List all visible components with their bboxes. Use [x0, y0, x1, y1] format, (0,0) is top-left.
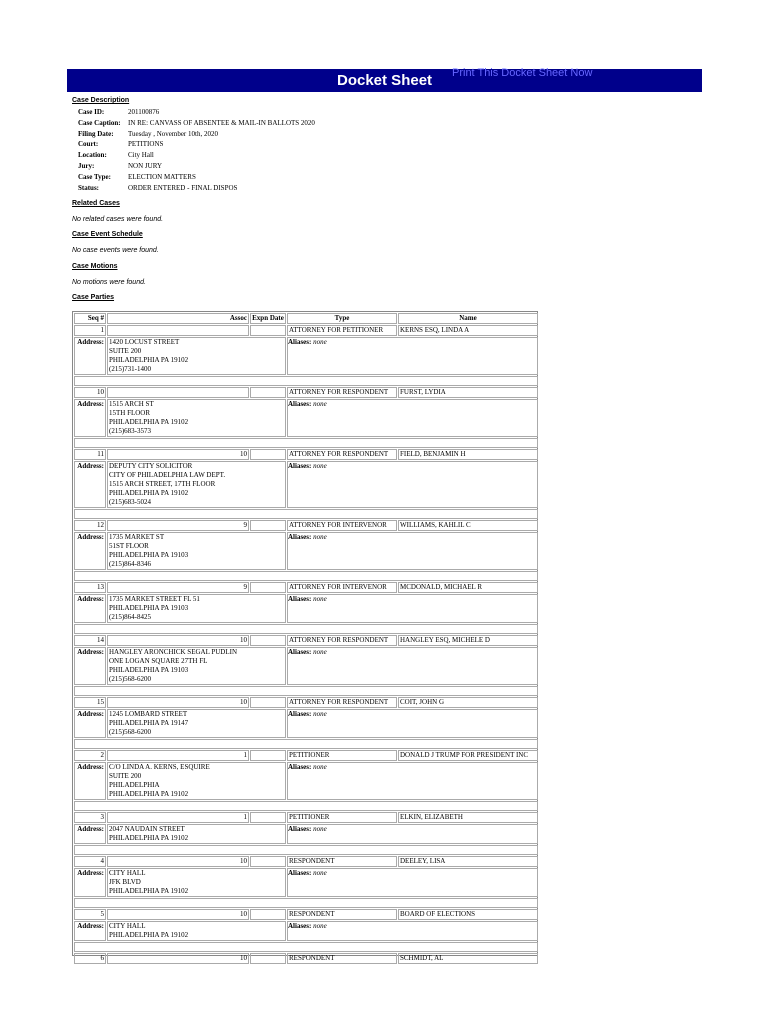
address-line: C/O LINDA A. KERNS, ESQUIRE [109, 763, 210, 771]
case-field [78, 161, 315, 172]
case-field-label: Jury: [78, 161, 95, 170]
address-line: PHILADELPHIA PA 19103 [109, 604, 189, 612]
party-seq: 12 [74, 520, 106, 531]
table-row [74, 635, 538, 646]
party-assoc: 10 [107, 909, 249, 920]
table-row [74, 953, 538, 964]
spacer-cell [74, 376, 538, 386]
party-address [107, 762, 286, 800]
aliases-value: none [313, 533, 327, 541]
party-expn [250, 635, 286, 646]
table-row [74, 856, 538, 867]
row-spacer [74, 686, 538, 696]
party-expn [250, 909, 286, 920]
case-field [78, 118, 315, 129]
case-field-label: Filing Date: [78, 129, 114, 138]
party-name: WILLIAMS, KAHLIL C [398, 520, 538, 531]
case-field [78, 129, 315, 140]
party-address-row [74, 461, 538, 508]
party-name: DONALD J TRUMP FOR PRESIDENT INC [398, 750, 538, 761]
party-address-row [74, 762, 538, 800]
case-field [78, 150, 315, 161]
page-title: Docket Sheet [337, 72, 433, 89]
row-spacer [74, 845, 538, 855]
party-name: BOARD OF ELECTIONS [398, 909, 538, 920]
party-name: DEELEY, LISA [398, 856, 538, 867]
party-aliases [287, 921, 538, 941]
case-motions-note: No motions were found. [72, 279, 146, 286]
party-aliases [287, 399, 538, 437]
party-address-row [74, 337, 538, 375]
aliases-label: Aliases: [288, 338, 314, 346]
aliases-label: Aliases: [288, 595, 314, 603]
party-expn [250, 449, 286, 460]
party-address [107, 824, 286, 844]
party-assoc: 10 [107, 953, 249, 964]
address-line: 15TH FLOOR [109, 409, 151, 417]
spacer-cell [74, 438, 538, 448]
table-row [74, 387, 538, 398]
case-parties-table [72, 311, 538, 962]
aliases-value: none [313, 595, 327, 603]
spacer-cell [74, 509, 538, 519]
address-line: (215)683-5024 [109, 498, 151, 506]
party-name: ELKIN, ELIZABETH [398, 812, 538, 823]
party-address [107, 461, 286, 508]
address-label: Address: [74, 461, 106, 508]
party-seq: 3 [74, 812, 106, 823]
aliases-value: none [313, 400, 327, 408]
aliases-label: Aliases: [288, 648, 314, 656]
address-line: 1735 MARKET STREET FL 51 [109, 595, 200, 603]
party-address-row [74, 647, 538, 685]
party-aliases [287, 709, 538, 738]
table-header [74, 313, 538, 324]
party-address [107, 647, 286, 685]
aliases-label: Aliases: [288, 710, 314, 718]
aliases-label: Aliases: [288, 400, 314, 408]
aliases-label: Aliases: [288, 825, 314, 833]
party-seq: 4 [74, 856, 106, 867]
related-cases-note: No related cases were found. [72, 216, 164, 223]
party-address [107, 532, 286, 570]
party-seq: 11 [74, 449, 106, 460]
row-spacer [74, 376, 538, 386]
party-aliases [287, 824, 538, 844]
party-name: HANGLEY ESQ, MICHELE D [398, 635, 538, 646]
party-type: ATTORNEY FOR RESPONDENT [287, 449, 397, 460]
party-type: PETITIONER [287, 812, 397, 823]
aliases-value: none [313, 763, 327, 771]
address-line: (215)568-6200 [109, 675, 151, 683]
case-parties-heading: Case Parties [72, 294, 115, 301]
row-spacer [74, 942, 538, 952]
case-field-value: ORDER ENTERED - FINAL DISPOS [128, 183, 238, 192]
address-label: Address: [74, 868, 106, 897]
party-name: COIT, JOHN G [398, 697, 538, 708]
party-type: ATTORNEY FOR INTERVENOR [287, 582, 397, 593]
address-line: PHILADELPHIA PA 19102 [109, 887, 189, 895]
party-assoc [107, 387, 249, 398]
aliases-value: none [313, 462, 327, 470]
table-row [74, 449, 538, 460]
address-line: (215)568-6200 [109, 728, 151, 736]
case-field [78, 183, 315, 194]
address-label: Address: [74, 532, 106, 570]
address-line: (215)731-1400 [109, 365, 151, 373]
table-row [74, 750, 538, 761]
address-line: PHILADELPHIA PA 19102 [109, 418, 189, 426]
party-expn [250, 856, 286, 867]
spacer-cell [74, 898, 538, 908]
party-address [107, 594, 286, 623]
party-seq: 5 [74, 909, 106, 920]
case-field [78, 172, 315, 183]
spacer-cell [74, 942, 538, 952]
case-field-value: NON JURY [128, 161, 163, 170]
party-address-row [74, 868, 538, 897]
party-address-row [74, 709, 538, 738]
spacer-cell [74, 624, 538, 634]
row-spacer [74, 438, 538, 448]
party-address-row [74, 921, 538, 941]
case-field [78, 107, 315, 118]
aliases-label: Aliases: [288, 462, 314, 470]
address-label: Address: [74, 594, 106, 623]
party-name: FURST, LYDIA [398, 387, 538, 398]
row-spacer [74, 801, 538, 811]
address-line: 1245 LOMBARD STREET [109, 710, 188, 718]
party-name: FIELD, BENJAMIN H [398, 449, 538, 460]
case-field-label: Case Type: [78, 172, 111, 181]
party-type: PETITIONER [287, 750, 397, 761]
case-field-label: Case ID: [78, 108, 105, 116]
party-expn [250, 582, 286, 593]
aliases-label: Aliases: [288, 869, 314, 877]
party-type: ATTORNEY FOR RESPONDENT [287, 635, 397, 646]
address-line: PHILADELPHIA PA 19103 [109, 551, 189, 559]
related-cases-heading: Related Cases [72, 200, 120, 207]
party-name: KERNS ESQ, LINDA A [398, 325, 538, 336]
address-line: JFK BLVD [109, 878, 141, 886]
case-field-value: IN RE: CANVASS OF ABSENTEE & MAIL-IN BALLOTS 2020 [128, 118, 315, 127]
col-name: Name [398, 313, 538, 324]
table-row [74, 697, 538, 708]
row-spacer [74, 739, 538, 749]
address-line: 1515 ARCH STREET, 17TH FLOOR [109, 480, 216, 488]
address-line: PHILADELPHIA PA 19102 [109, 356, 189, 364]
party-assoc [107, 325, 249, 336]
address-line: ONE LOGAN SQUARE 27TH FL [109, 657, 208, 665]
party-type: ATTORNEY FOR INTERVENOR [287, 520, 397, 531]
case-events-note: No case events were found. [72, 247, 159, 254]
aliases-value: none [313, 869, 327, 877]
address-label: Address: [74, 762, 106, 800]
address-line: (215)683-3573 [109, 427, 151, 435]
address-line: HANGLEY ARONCHICK SEGAL PUDLIN [109, 648, 238, 656]
party-address [107, 921, 286, 941]
party-address [107, 868, 286, 897]
aliases-label: Aliases: [288, 763, 314, 771]
party-address-row [74, 594, 538, 623]
print-link[interactable]: Print This Docket Sheet Now [452, 67, 593, 79]
party-expn [250, 697, 286, 708]
party-assoc: 10 [107, 449, 249, 460]
party-expn [250, 953, 286, 964]
spacer-cell [74, 845, 538, 855]
case-motions-heading: Case Motions [72, 263, 118, 270]
address-line: 1735 MARKET ST [109, 533, 165, 541]
party-aliases [287, 594, 538, 623]
case-description-heading: Case Description [72, 97, 130, 104]
address-label: Address: [74, 709, 106, 738]
address-label: Address: [74, 399, 106, 437]
party-assoc: 1 [107, 812, 249, 823]
address-line: CITY HALL [109, 922, 146, 930]
col-type: Type [287, 313, 397, 324]
address-label: Address: [74, 824, 106, 844]
party-aliases [287, 868, 538, 897]
row-spacer [74, 509, 538, 519]
address-line: 1420 LOCUST STREET [109, 338, 180, 346]
address-line: 51ST FLOOR [109, 542, 149, 550]
header-banner [67, 69, 702, 92]
party-expn [250, 750, 286, 761]
address-line: PHILADELPHIA PA 19102 [109, 931, 189, 939]
spacer-cell [74, 739, 538, 749]
party-assoc: 10 [107, 856, 249, 867]
case-field-label: Status: [78, 183, 100, 192]
aliases-value: none [313, 922, 327, 930]
party-expn [250, 387, 286, 398]
party-assoc: 1 [107, 750, 249, 761]
party-address [107, 709, 286, 738]
aliases-value: none [313, 648, 327, 656]
spacer-cell [74, 801, 538, 811]
address-line: SUITE 200 [109, 772, 142, 780]
address-line: (215)864-8425 [109, 613, 151, 621]
address-label: Address: [74, 337, 106, 375]
party-aliases [287, 461, 538, 508]
case-field-value: 201100876 [128, 108, 160, 116]
table-row [74, 325, 538, 336]
party-seq: 6 [74, 953, 106, 964]
address-line: DEPUTY CITY SOLICITOR [109, 462, 193, 470]
address-label: Address: [74, 647, 106, 685]
row-spacer [74, 571, 538, 581]
address-line: PHILADELPHIA PA 19102 [109, 834, 189, 842]
address-line: CITY OF PHILADELPHIA LAW DEPT. [109, 471, 226, 479]
party-expn [250, 325, 286, 336]
spacer-cell [74, 571, 538, 581]
party-seq: 14 [74, 635, 106, 646]
case-field-value: City Hall [128, 151, 154, 160]
party-assoc: 10 [107, 697, 249, 708]
party-type: RESPONDENT [287, 953, 397, 964]
party-seq: 2 [74, 750, 106, 761]
address-label: Address: [74, 921, 106, 941]
case-events-heading: Case Event Schedule [72, 231, 143, 238]
party-seq: 1 [74, 325, 106, 336]
party-assoc: 9 [107, 520, 249, 531]
table-row [74, 812, 538, 823]
case-field-value: ELECTION MATTERS [128, 172, 196, 181]
address-line: SUITE 200 [109, 347, 142, 355]
table-row [74, 520, 538, 531]
address-line: PHILADELPHIA PA 19147 [109, 719, 189, 727]
party-type: ATTORNEY FOR RESPONDENT [287, 697, 397, 708]
address-line: PHILADELPHIA [109, 781, 160, 789]
table-row [74, 909, 538, 920]
case-field-value: Tuesday , November 10th, 2020 [128, 129, 218, 138]
party-seq: 15 [74, 697, 106, 708]
spacer-cell [74, 686, 538, 696]
case-field-label: Case Caption: [78, 118, 121, 127]
aliases-value: none [313, 338, 327, 346]
col-seq: Seq # [74, 313, 106, 324]
party-assoc: 9 [107, 582, 249, 593]
address-line: PHILADELPHIA PA 19102 [109, 489, 189, 497]
party-type: RESPONDENT [287, 909, 397, 920]
address-line: PHILADELPHIA PA 19103 [109, 666, 189, 674]
party-name: MCDONALD, MICHAEL R [398, 582, 538, 593]
party-assoc: 10 [107, 635, 249, 646]
col-assoc: Assoc [107, 313, 249, 324]
address-line: 2047 NAUDAIN STREET [109, 825, 185, 833]
party-type: ATTORNEY FOR PETITIONER [287, 325, 397, 336]
case-description-fields [78, 107, 315, 193]
party-aliases [287, 532, 538, 570]
party-aliases [287, 647, 538, 685]
address-line: PHILADELPHIA PA 19102 [109, 790, 189, 798]
party-aliases [287, 337, 538, 375]
party-address [107, 337, 286, 375]
row-spacer [74, 898, 538, 908]
aliases-label: Aliases: [288, 533, 314, 541]
address-line: 1515 ARCH ST [109, 400, 154, 408]
case-field-value: PETITIONS [128, 140, 164, 149]
table-row [74, 582, 538, 593]
party-seq: 10 [74, 387, 106, 398]
party-address-row [74, 532, 538, 570]
case-field [78, 139, 315, 150]
party-expn [250, 520, 286, 531]
address-line: CITY HALL [109, 869, 146, 877]
party-expn [250, 812, 286, 823]
party-type: RESPONDENT [287, 856, 397, 867]
party-seq: 13 [74, 582, 106, 593]
case-field-label: Location: [78, 151, 107, 160]
party-aliases [287, 762, 538, 800]
aliases-label: Aliases: [288, 922, 314, 930]
aliases-value: none [313, 825, 327, 833]
party-address-row [74, 824, 538, 844]
address-line: (215)864-8346 [109, 560, 151, 568]
col-expn: Expn Date [250, 313, 286, 324]
row-spacer [74, 624, 538, 634]
party-address [107, 399, 286, 437]
party-address-row [74, 399, 538, 437]
party-type: ATTORNEY FOR RESPONDENT [287, 387, 397, 398]
aliases-value: none [313, 710, 327, 718]
case-field-label: Court: [78, 140, 99, 149]
party-name: SCHMIDT, AL [398, 953, 538, 964]
